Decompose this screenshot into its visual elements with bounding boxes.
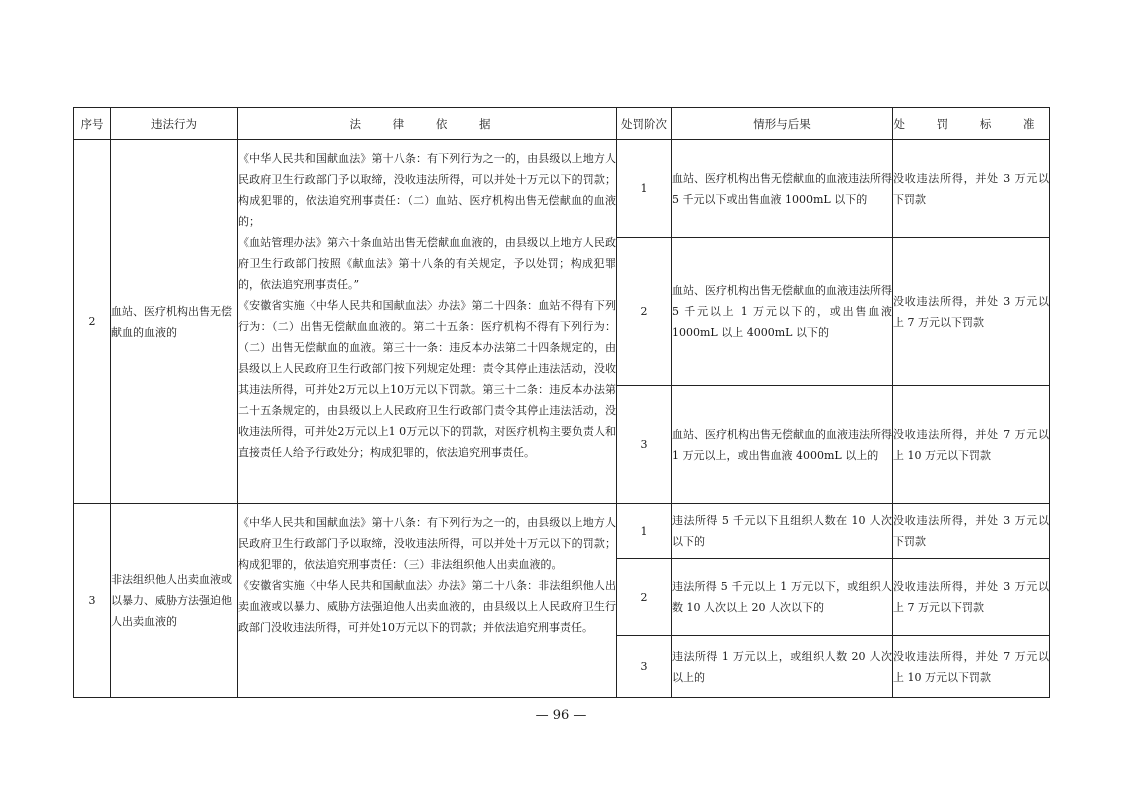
table-row <box>74 140 1050 238</box>
circumstance-cell: 血站、医疗机构出售无偿献血的血液违法所得 1 万元以上，或出售血液 4000mL 以上的 <box>672 386 893 504</box>
row-legal-basis <box>238 504 617 698</box>
level-cell: 1 <box>617 140 672 238</box>
standard-cell: 没收违法所得，并处 7 万元以上 10 万元以下罚款 <box>893 636 1050 698</box>
table-row <box>74 504 1050 559</box>
basis-paragraph: 《中华人民共和国献血法》第十八条：有下列行为之一的，由县级以上地方人民政府卫生行政部门予以取缔，没收违法所得，可以并处十万元以下的罚款；构成犯罪的，依法追究刑事责任：（三）非法组织他人出卖血液的。 <box>238 516 616 571</box>
header-row <box>74 108 1050 140</box>
level-cell: 1 <box>617 504 672 559</box>
standard-cell: 没收违法所得，并处 3 万元以上 7 万元以下罚款 <box>893 238 1050 386</box>
basis-paragraph: 《安徽省实施〈中华人民共和国献血法〉办法》第二十四条：血站不得有下列行为：（二）出售无偿献血血液的。第二十五条：医疗机构不得有下列行为：（二）出售无偿献血的血液。第三十一条：违反本办法第二十四条规定的，由县级以上人民政府卫生行政部门按下列规定处理：责令其停止违法活动，没收其违法所得，可并处2万元以上10万元以下罚款。第三十二条：违反本办法第二十五条规定的，由县级以上人民政府卫生行政部门责令其停止违法活动，没收违法所得，可并处2万元以上1 0万元以下的罚款，对医疗机构主要负责人和直接责任人给予行政处分；构成犯罪的，依法追究刑事责任。 <box>238 299 616 459</box>
level-cell: 2 <box>617 559 672 636</box>
circumstance-cell: 血站、医疗机构出售无偿献血的血液违法所得 5 千元以上 1 万元以下的，或出售血液 1000mL 以上 4000mL 以下的 <box>672 238 893 386</box>
circumstance-cell: 违法所得 5 千元以上 1 万元以下，或组织人数 10 人次以上 20 人次以下的 <box>672 559 893 636</box>
header-violation: 违法行为 <box>111 108 238 140</box>
row-violation: 非法组织他人出卖血液或以暴力、威胁方法强迫他人出卖血液的 <box>111 504 238 698</box>
basis-paragraph: 《安徽省实施〈中华人民共和国献血法〉办法》第二十八条：非法组织他人出卖血液或以暴力、威胁方法强迫他人出卖血液的，由县级以上人民政府卫生行政部门没收违法所得，可并处10万元以下的罚款；并依法追究刑事责任。 <box>238 579 616 634</box>
level-cell: 3 <box>617 636 672 698</box>
standard-cell: 没收违法所得，并处 3 万元以下罚款 <box>893 140 1050 238</box>
header-standard: 处 罚 标 准 <box>893 108 1050 140</box>
basis-paragraph: 《中华人民共和国献血法》第十八条：有下列行为之一的，由县级以上地方人民政府卫生行政部门予以取缔，没收违法所得，可以并处十万元以下的罚款；构成犯罪的，依法追究刑事责任：（二）血站、医疗机构出售无偿献血的血液的； <box>238 152 616 228</box>
standard-cell: 没收违法所得，并处 3 万元以下罚款 <box>893 504 1050 559</box>
circumstance-cell: 违法所得 1 万元以上，或组织人数 20 人次以上的 <box>672 636 893 698</box>
level-cell: 2 <box>617 238 672 386</box>
header-level: 处罚阶次 <box>617 108 672 140</box>
row-legal-basis <box>238 140 617 504</box>
standard-cell: 没收违法所得，并处 3 万元以上 7 万元以下罚款 <box>893 559 1050 636</box>
header-basis: 法 律 依 据 <box>238 108 617 140</box>
row-seq: 2 <box>74 140 111 504</box>
header-seq: 序号 <box>74 108 111 140</box>
circumstance-cell: 血站、医疗机构出售无偿献血的血液违法所得 5 千元以下或出售血液 1000mL 以下的 <box>672 140 893 238</box>
row-violation: 血站、医疗机构出售无偿献血的血液的 <box>111 140 238 504</box>
standard-cell: 没收违法所得，并处 7 万元以上 10 万元以下罚款 <box>893 386 1050 504</box>
row-seq: 3 <box>74 504 111 698</box>
level-cell: 3 <box>617 386 672 504</box>
page-number: — 96 — <box>535 708 587 723</box>
penalty-table <box>73 107 1050 698</box>
circumstance-cell: 违法所得 5 千元以下且组织人数在 10 人次以下的 <box>672 504 893 559</box>
basis-paragraph: 《血站管理办法》第六十条血站出售无偿献血血液的，由县级以上地方人民政府卫生行政部门按照《献血法》第十八条的有关规定，予以处罚；构成犯罪的，依法追究刑事责任。” <box>238 236 616 291</box>
header-circumstances: 情形与后果 <box>672 108 893 140</box>
